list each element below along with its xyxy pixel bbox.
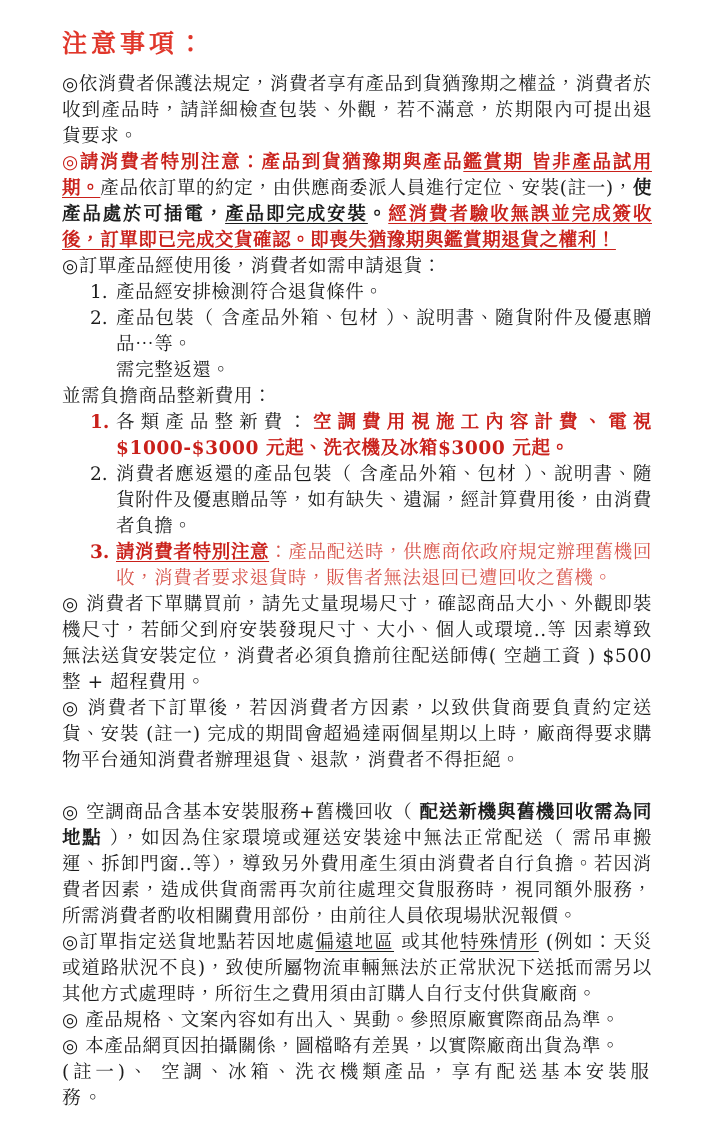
- list-item-number: 1.: [90, 282, 108, 303]
- old-unit-notice-text: 產品配送時，供應商依政府規定辦理舊機回收，消費者要求退貨時，販售者無法退回已遭回收之舊機。: [116, 542, 652, 589]
- remote-area-mid: 或其他: [394, 932, 461, 953]
- list-item-number: 2.: [90, 308, 108, 329]
- refurb-fee-list: [90, 410, 652, 592]
- list-item-text: 消費者應返還的產品包裝（ 含產品外箱、包材 ）、說明書、隨貨附件及優惠贈品等，如有缺失、遺漏，經計算費用後，由消費者負擔。: [116, 464, 652, 537]
- packaging-return-text: 產品包裝（ 含產品外箱、包材 ）、說明書、隨貨附件及優惠贈品⋯等。: [116, 308, 652, 355]
- paragraph-measure-before-order: ◎ 消費者下單購買前，請先丈量現場尺寸，確認商品大小、外觀即裝機尺寸，若師父到府安裝發現尺寸、大小、個人或環境..等 因素導致無法送貨安裝定位，消費者必須負擔前往配送師傅( 空趟工資 ) $500 整 + 超程費用。: [62, 594, 652, 693]
- install-bold-text: 使產品處於可插電，: [62, 178, 653, 225]
- paragraph-spec-disclaimer: ◎ 產品規格、文案內容如有出入、異動。參照原廠實際商品為準。: [62, 1010, 621, 1031]
- old-unit-notice-label: 請消費者特別注意: [116, 542, 270, 563]
- list-item-number: 2.: [90, 464, 108, 485]
- special-notice-red-lead: ◎請消費者特別注意：產品到貨猶豫期與產品: [62, 152, 464, 173]
- list-item-number: 1.: [90, 412, 110, 433]
- paragraph-delivery-delay: ◎ 消費者下訂單後，若因消費者方因素，以致供貨商要負責約定送貨、安裝 (註一) 完成的期間會超過達兩個星期以上時，廠商得要求購物平台通知消費者辦理退貨、退款，消費者不得拒絕。: [62, 698, 652, 771]
- list-item-text: [116, 540, 652, 592]
- acceptance-red-underlined: 經消費者驗收無誤並完成簽收後，訂單即已完成交貨確認。即喪失猶豫期與鑑賞期退貨之權利！: [62, 204, 652, 251]
- special-notice-red-underlined: 鑑賞期 皆非產品試用期。: [62, 152, 652, 199]
- paragraph-photo-disclaimer: ◎ 本產品網頁因拍攝關係，圖檔略有差異，以實際廠商出貨為準。: [62, 1036, 621, 1057]
- refurb-fee-amounts-red: 空調費用視施工內容計費、電視$1000-$3000 元起、洗衣機及冰箱$3000 元起。: [116, 412, 652, 459]
- refurb-fee-label: 各類產品整新費：: [116, 412, 313, 433]
- old-unit-notice-colon: ：: [269, 542, 289, 563]
- install-bold-period: 。: [367, 204, 389, 225]
- list-item: [90, 410, 652, 462]
- paragraph-return-request-lead: ◎訂單產品經使用後，消費者如需申請退貨：: [62, 256, 442, 277]
- paragraph-refurb-lead: 並需負擔商品整新費用：: [62, 386, 273, 407]
- list-item-text: [116, 410, 652, 462]
- page-title: 注意事項：: [62, 29, 208, 58]
- same-location-bold: 配送新機與舊機回收需為同地點: [62, 802, 653, 849]
- remote-area-tail: (例如：天災或道路狀況不良)，致使所屬物流車輛無法於正常狀況下送抵而需另以其他方式處理時，所衍生之費用須由訂購人自行支付供貨廠商。: [62, 932, 652, 1005]
- ac-install-lead: ◎ 空調商品含基本安裝服務+舊機回收（: [62, 802, 420, 823]
- list-item: [90, 462, 652, 540]
- paragraph-remote-area: [62, 930, 652, 1008]
- ac-install-tail: ），如因為住家環境或運送安裝途中無法正常配送（ 需吊車搬運、拆卸門窗..等），導致另外費用產生須由消費者自行負擔。若因消費者因素，造成供貨商需再次前往處理交貨服務時，視同額外服務，所需消費者酌收相關費用部份，由前往人員依現場狀況報價。: [62, 828, 652, 927]
- paragraph-special-notice: [62, 150, 652, 254]
- list-item: [90, 306, 652, 384]
- return-conditions-list: [90, 280, 652, 384]
- list-item-text: 產品經安排檢測符合退貨條件。: [116, 282, 384, 303]
- remote-area-lead: ◎訂單指定送貨地點若因地處: [62, 932, 316, 953]
- special-case-underlined: 特殊情形: [460, 932, 539, 953]
- install-agreement-text: 產品依訂單的約定，由供應商委派人員進行定位、安裝(註一)，: [100, 178, 633, 199]
- paragraph-footnote: (註一)、 空調、冰箱、洗衣機類產品，享有配送基本安裝服務。: [62, 1062, 652, 1109]
- paragraph-ac-install-recycle: [62, 800, 652, 930]
- remote-area-underlined: 偏遠地區: [315, 932, 395, 953]
- install-complete-underlined: 產品即完成安裝: [225, 204, 368, 225]
- paragraph-consumer-protection: ◎依消費者保護法規定，消費者享有產品到貨猶豫期之權益，消費者於收到產品時，請詳細檢查包裝、外觀，若不滿意，於期限內可提出退貨要求。: [62, 74, 652, 147]
- list-item-number: 3.: [90, 542, 110, 563]
- list-item: [90, 280, 652, 306]
- packaging-return-text2: 需完整返還。: [116, 360, 231, 381]
- list-item-text: [116, 306, 652, 384]
- list-item: [90, 540, 652, 592]
